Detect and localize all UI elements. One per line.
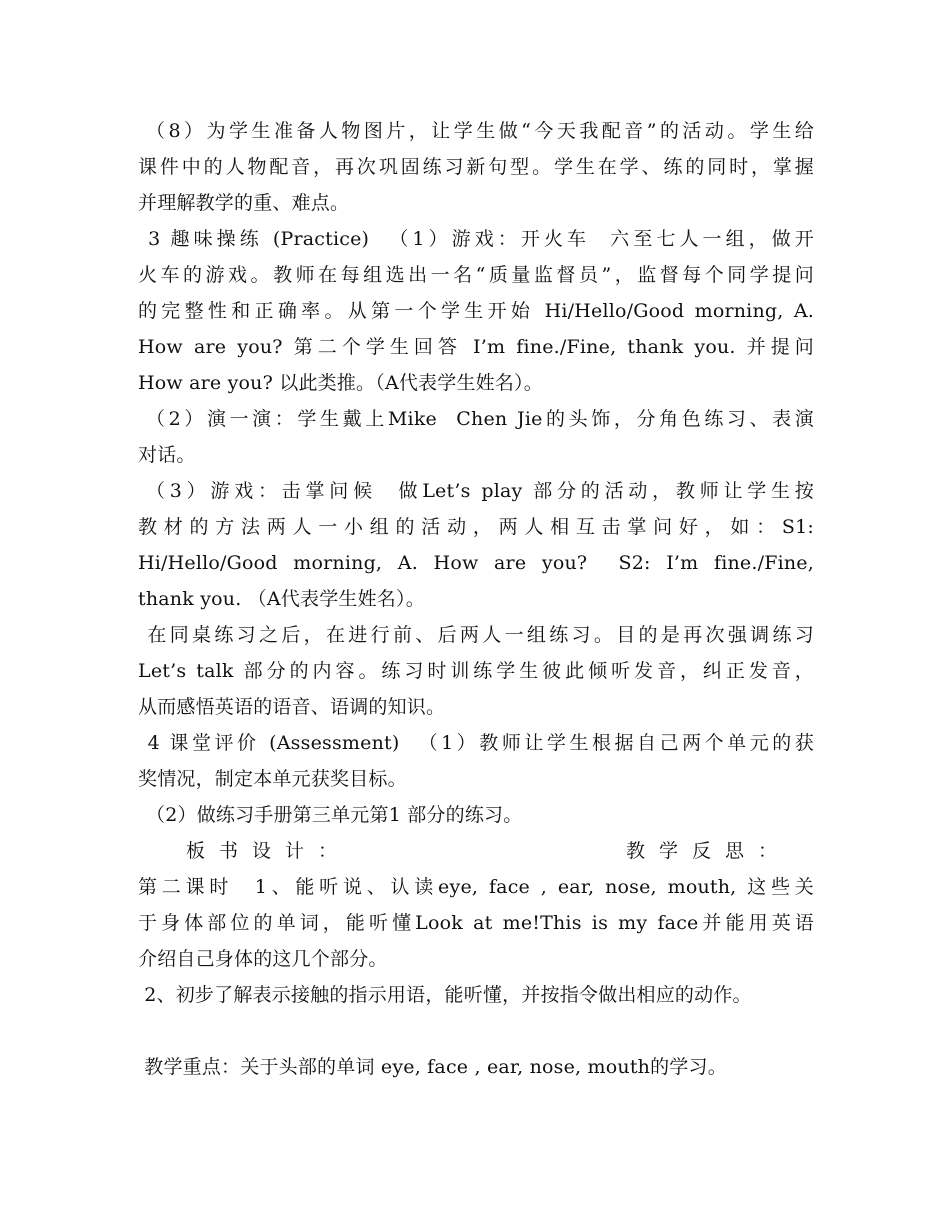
- paragraph-line: 奖情况，制定本单元获奖目标。: [138, 768, 407, 790]
- paragraph-line: 4 课堂评价 (Assessment) （1）教师让学生根据自己两个单元的获: [138, 732, 814, 754]
- teaching-reflection-heading: 教学反思：: [626, 840, 792, 862]
- paragraph-line: 2、初步了解表示接触的指示用语，能听懂，并按指令做出相应的动作。: [138, 984, 752, 1006]
- paragraph-line: How are you? 第二个学生回答 I’m fine./Fine, thank you. 并提问: [138, 336, 814, 358]
- paragraph-line: （2）演一演：学生戴上Mike Chen Jie的头饰，分角色练习、表演: [146, 408, 814, 430]
- paragraph-line: 于身体部位的单词，能听懂Look at me!This is my face并能用英语: [138, 912, 814, 934]
- paragraph-line: thank you. （A代表学生姓名）。: [138, 588, 425, 610]
- paragraph-line: 介绍自己身体的这几个部分。: [138, 948, 388, 970]
- paragraph-line: 教材的方法两人一小组的活动，两人相互击掌问好，如：S1:: [138, 516, 814, 538]
- paragraph-line: （2）做练习手册第三单元第1 部分的练习。: [146, 804, 523, 826]
- paragraph-line: Let’s talk 部分的内容。练习时训练学生彼此倾听发音，纠正发音，: [138, 660, 814, 682]
- paragraph-line: 并理解教学的重、难点。: [138, 192, 350, 214]
- paragraph-line: 的完整性和正确率。从第一个学生开始 Hi/Hello/Good morning, A.: [138, 300, 814, 322]
- section-heading-row: [138, 836, 814, 866]
- paragraph-line: Hi/Hello/Good morning, A. How are you? S2: I’m fine./Fine,: [138, 552, 814, 574]
- paragraph-line: 3 趣味操练 (Practice) （1）游戏：开火车 六至七人一组，做开: [138, 228, 814, 250]
- paragraph-line: 对话。: [138, 444, 196, 466]
- paragraph-line: 课件中的人物配音，再次巩固练习新句型。学生在学、练的同时，掌握: [138, 156, 814, 178]
- paragraph-line: （8）为学生准备人物图片，让学生做“今天我配音”的活动。学生给: [146, 120, 814, 142]
- paragraph-line: 从而感悟英语的语音、语调的知识。: [138, 696, 446, 718]
- paragraph-line: 火车的游戏。教师在每组选出一名“质量监督员”，监督每个同学提问: [138, 264, 814, 286]
- paragraph-line: 在同桌练习之后，在进行前、后两人一组练习。目的是再次强调练习: [138, 624, 814, 646]
- teaching-focus-line: 教学重点：关于头部的单词 eye, face , ear, nose, mouth的学习。: [138, 1056, 727, 1078]
- paragraph-line: How are you? 以此类推。（A代表学生姓名）。: [138, 372, 543, 394]
- paragraph-line: 第二课时 1、能听说、认读eye, face , ear, nose, mouth, 这些关: [138, 876, 814, 898]
- paragraph-line: （3）游戏：击掌问候 做Let’s play 部分的活动，教师让学生按: [146, 480, 814, 502]
- board-design-heading: 板书设计：: [186, 840, 352, 862]
